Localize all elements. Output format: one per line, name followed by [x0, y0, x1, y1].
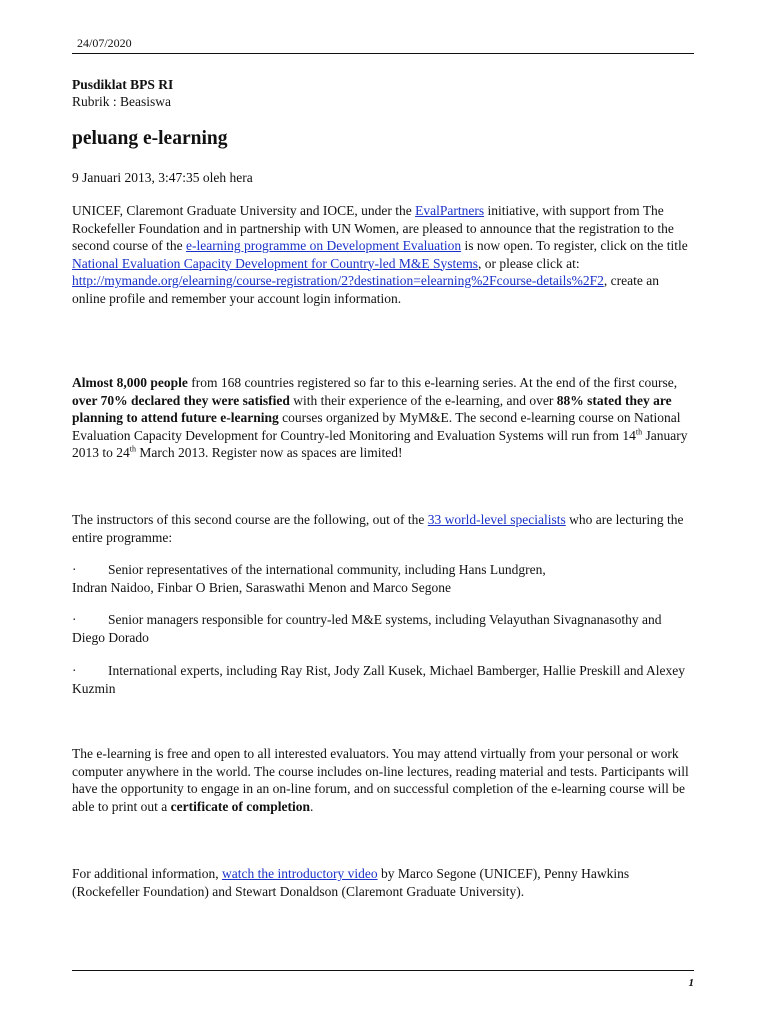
document-page [72, 0, 694, 1024]
elearning-programme-link[interactable]: e-learning programme on Development Evaluation [185, 238, 462, 253]
registration-url-link[interactable]: http://mymande.org/elearning/course-registration/2?destination=elearning%2Fcourse-details%2F2 [72, 273, 604, 288]
page-number: 1 [688, 977, 694, 989]
footer-rule [72, 970, 694, 971]
organization-name: Pusdiklat BPS RI [72, 77, 174, 92]
bullet-mark: · [72, 612, 77, 627]
intro-video-link[interactable]: watch the introductory video [221, 866, 378, 881]
bullet-mark: · [72, 562, 77, 577]
paragraph-statistics: Almost 8,000 people from 168 countries registered so far to this e-learning series. At the end of the first course, over 70% declared they were satisfied with their experience of the e-learning, and over 88% stated they are planning to attend future e-learning courses organized by MyM&E. The second e-learning course on National Evaluation Capacity Development for Country-led Monitoring and Evaluation Systems will run from 14th January 2013 to 24th March 2013. Register now as spaces are limited! [72, 375, 688, 460]
header-date: 24/07/2020 [77, 36, 132, 50]
paragraph-intro: UNICEF, Claremont Graduate University and IOCE, under the EvalPartners initiative, with support from The Rockefeller Foundation and in partnership with UN Women, are pleased to announce that the registration to the second course of the e-learning programme on Development Evaluation is now open. To register, click on the title National Evaluation Capacity Development for Country-led M&E Systems, or please click at: http://mymande.org/elearning/course-registration/2?destination=elearning%2Fcourse-details%2F2, create an online profile and remember your account login information. [72, 203, 688, 306]
header-rule [72, 53, 694, 54]
course-title-link[interactable]: National Evaluation Capacity Development for Country-led M&E Systems [72, 255, 479, 271]
article-title: peluang e-learning [72, 128, 228, 149]
rubrik-label: Rubrik : Beasiswa [72, 94, 171, 109]
paragraph-instructors: The instructors of this second course are the following, out of the 33 world-level specialists who are lecturing the entire programme: [72, 512, 684, 545]
paragraph-details: The e-learning is free and open to all interested evaluators. You may attend virtually from your personal or work computer anywhere in the world. The course includes on-line lectures, reading material and tests. Participants will have the opportunity to engage in an on-line forum, and on successful completion of the e-learning course will be able to print out a certificate of completion. [72, 746, 689, 814]
bullet-item-3: · International experts, including Ray Rist, Jody Zall Kusek, Michael Bamberger, Hallie Preskill and Alexey Kuzmin [72, 663, 685, 696]
article-dateline: 9 Januari 2013, 3:47:35 oleh hera [72, 170, 253, 185]
bullet-item-2: · Senior managers responsible for country-led M&E systems, including Velayuthan Sivagnanasothy and Diego Dorado [72, 612, 662, 645]
paragraph-more-info: For additional information, watch the introductory video by Marco Segone (UNICEF), Penny Hawkins (Rockefeller Foundation) and Stewart Donaldson (Claremont Graduate University). [72, 866, 630, 899]
bullet-mark: · [72, 663, 77, 678]
bullet-item-1: · Senior representatives of the international community, including Hans Lundgren, Indran Naidoo, Finbar O Brien, Saraswathi Menon and Marco Segone [72, 562, 546, 595]
specialists-link[interactable]: 33 world-level specialists [427, 512, 566, 527]
evalpartners-link[interactable]: EvalPartners [415, 203, 485, 218]
